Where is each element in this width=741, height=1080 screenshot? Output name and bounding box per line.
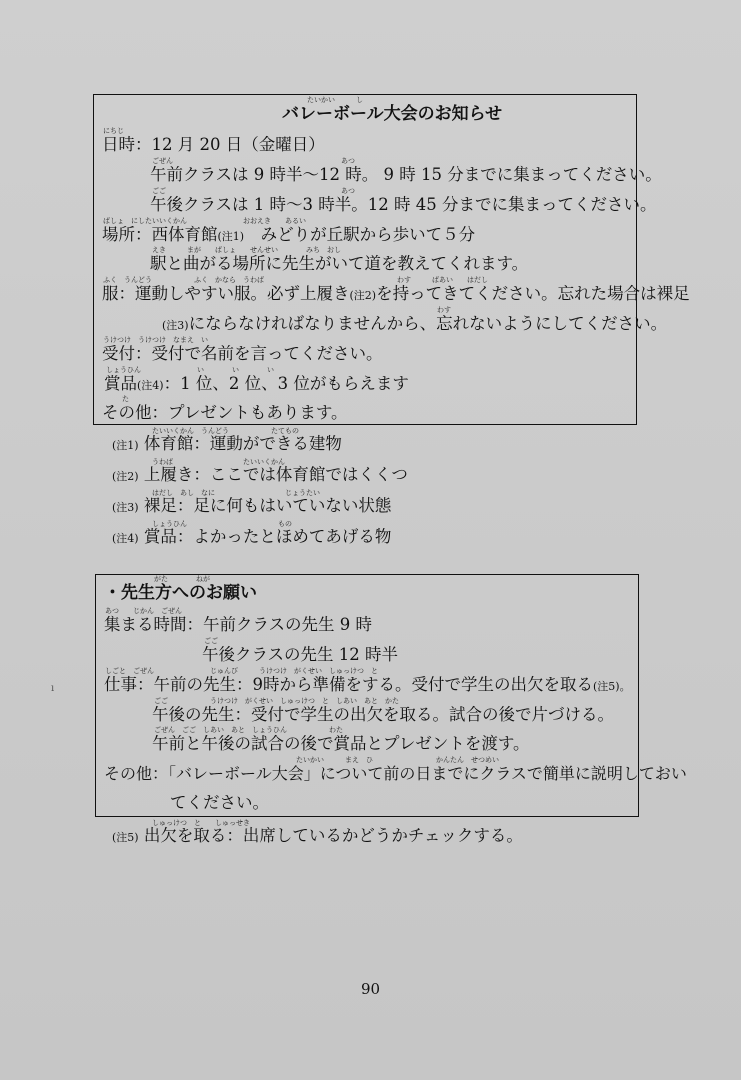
teachers-box: [95, 574, 687, 817]
note2-tag: (注2): [112, 470, 139, 483]
note4-tag: (注4): [112, 532, 139, 545]
work-label: 仕事：: [104, 675, 154, 694]
notice-title-ruby: たいかい し: [307, 96, 363, 104]
gather-line: [104, 615, 372, 635]
note2-line: [112, 465, 408, 487]
am-class-ruby: ごぜん あつ: [152, 157, 355, 165]
pm-class-line: 午後クラスは 1 時～3 時半。12 時 45 分までに集まってください。: [150, 195, 657, 214]
gather-label: 集まる時間：: [104, 615, 203, 634]
date-ruby: にちじ: [103, 127, 124, 135]
am-class-line: 午前クラスは 9 時半～12 時。 9 時 15 分までに集まってください。: [150, 165, 662, 184]
prize-label: 賞品: [104, 374, 137, 393]
margin-mark: ı: [51, 683, 55, 694]
gather2-line: 午後クラスの先生 12 時半: [202, 645, 398, 664]
note3-tag: (注3): [112, 501, 139, 514]
place2-line: 駅と曲がる場所に先生がいて道を教えてくれます。: [150, 254, 529, 273]
other-label: その他：: [102, 403, 168, 422]
place2-ruby: えき まが ばしょ せんせい みち おし: [152, 246, 341, 254]
gather-ruby: あつ じかん ごぜん: [105, 607, 182, 615]
notice-box: [93, 94, 690, 425]
date-label: 日時：: [102, 135, 152, 154]
note-ref-1: (注1): [217, 230, 245, 243]
gather-text: 午前クラスの先生 9 時: [203, 615, 372, 634]
date-value: 12 月 20 日（金曜日）: [151, 135, 325, 154]
teachers-title-ruby: がた ねが: [154, 575, 210, 583]
note1-ruby: たいいくかん うんどう たてもの: [152, 427, 299, 435]
other-line: [102, 403, 348, 423]
note-ref-2: (注2): [349, 289, 377, 302]
place-rest: みどりが丘駅から歩いて５分: [244, 225, 476, 244]
note5-tag: (注5): [112, 831, 139, 844]
teachers-other-label: その他：: [104, 764, 169, 783]
place-line: [102, 225, 475, 247]
note2-ruby: うわば たいいくかん: [152, 458, 285, 466]
note-ref-3: (注3): [162, 319, 189, 332]
reception-ruby: うけつけ うけつけ なまえ い: [103, 336, 208, 344]
note4-ruby: しょうひん もの: [152, 520, 292, 528]
place-text: 西体育館: [151, 225, 218, 244]
teachers-other-ruby: たいかい まえ ひ かんたん せつめい: [296, 756, 499, 764]
note5-text: 出欠を取る：出席しているかどうかチェックする。: [143, 826, 523, 845]
work-line: [104, 675, 631, 697]
other-ruby: た: [122, 395, 129, 403]
note1-text: 体育館：運動ができる建物: [143, 434, 342, 453]
note3-ruby: はだし あし なに じょうたい: [152, 489, 320, 497]
teachers-other-text: 「バレーボール大会」について前の日までにクラスで簡単に説明しておい: [168, 764, 687, 783]
clothes-ruby: ふく うんどう ふく かなら うわば わす ばあい はだし: [103, 276, 488, 284]
note1-line: [112, 434, 342, 456]
clothes2-line: [162, 314, 667, 336]
work3-line: 午前と午後の試合の後で賞品とプレゼントを渡す。: [152, 734, 530, 753]
note-ref-4: (注4): [137, 379, 164, 392]
note-ref-5: (注5)。: [593, 680, 631, 693]
teachers-title: ・先生方へのお願い: [104, 583, 257, 603]
clothes-line: [102, 284, 690, 306]
note3-line: [112, 496, 391, 518]
page-number: 90: [360, 980, 381, 998]
work2-ruby: ごご うけつけ がくせい しゅっけつ と しあい あと かた: [154, 697, 399, 705]
prize-line: [104, 374, 409, 396]
notice-title: バレーボール大会のお知らせ: [282, 104, 503, 124]
prize-ruby: しょうひん い い い: [106, 366, 274, 374]
note1-tag: (注1): [112, 439, 139, 452]
clothes-label: 服：: [102, 284, 135, 303]
clothes-rest: を持ってきてください。忘れた場合は裸足: [376, 284, 690, 303]
place-ruby: ばしょ にしたいいくかん おおえき あるい: [103, 217, 306, 225]
reception-text: 受付で名前を言ってください。: [151, 344, 383, 363]
date-line: [102, 135, 325, 155]
clothes2-ruby: わす: [437, 306, 451, 314]
work3-ruby: ごぜん ごご しあい あと しょうひん わた: [154, 726, 343, 734]
reception-line: [102, 344, 383, 364]
work-ruby: しごと ごぜん じゅんび うけつけ がくせい しゅっけつ と: [105, 667, 378, 675]
clothes2-text: にならなければなりませんから、忘れないようにしてください。: [188, 314, 668, 333]
note5-ruby: しゅっけつ と しゅっせき: [152, 819, 250, 827]
prize-text: ：1 位、2 位、3 位がもらえます: [163, 374, 409, 393]
clothes-text: 運動しやすい服。必ず上履き: [135, 284, 350, 303]
note2-text: 上履き：ここでは体育館ではくくつ: [143, 465, 408, 484]
reception-label: 受付：: [102, 344, 152, 363]
work2-line: 午後の先生：受付で学生の出欠を取る。試合の後で片づける。: [152, 705, 614, 724]
pm-class-ruby: ごご あつ: [152, 187, 355, 195]
note4-line: [112, 527, 391, 549]
other-text: プレゼントもあります。: [168, 403, 348, 422]
gather2-ruby: ごご: [204, 637, 218, 645]
work-text: 午前の先生：9時から準備をする。受付で学生の出欠を取る: [153, 675, 593, 694]
teachers-other2-line: てください。: [170, 793, 269, 812]
note4-text: 賞品：よかったとほめてあげる物: [143, 527, 392, 546]
teachers-other-line: [104, 764, 687, 784]
note3-text: 裸足：足に何もはいていない状態: [143, 496, 392, 515]
place-label: 場所：: [102, 225, 152, 244]
note5-line: [112, 826, 523, 848]
